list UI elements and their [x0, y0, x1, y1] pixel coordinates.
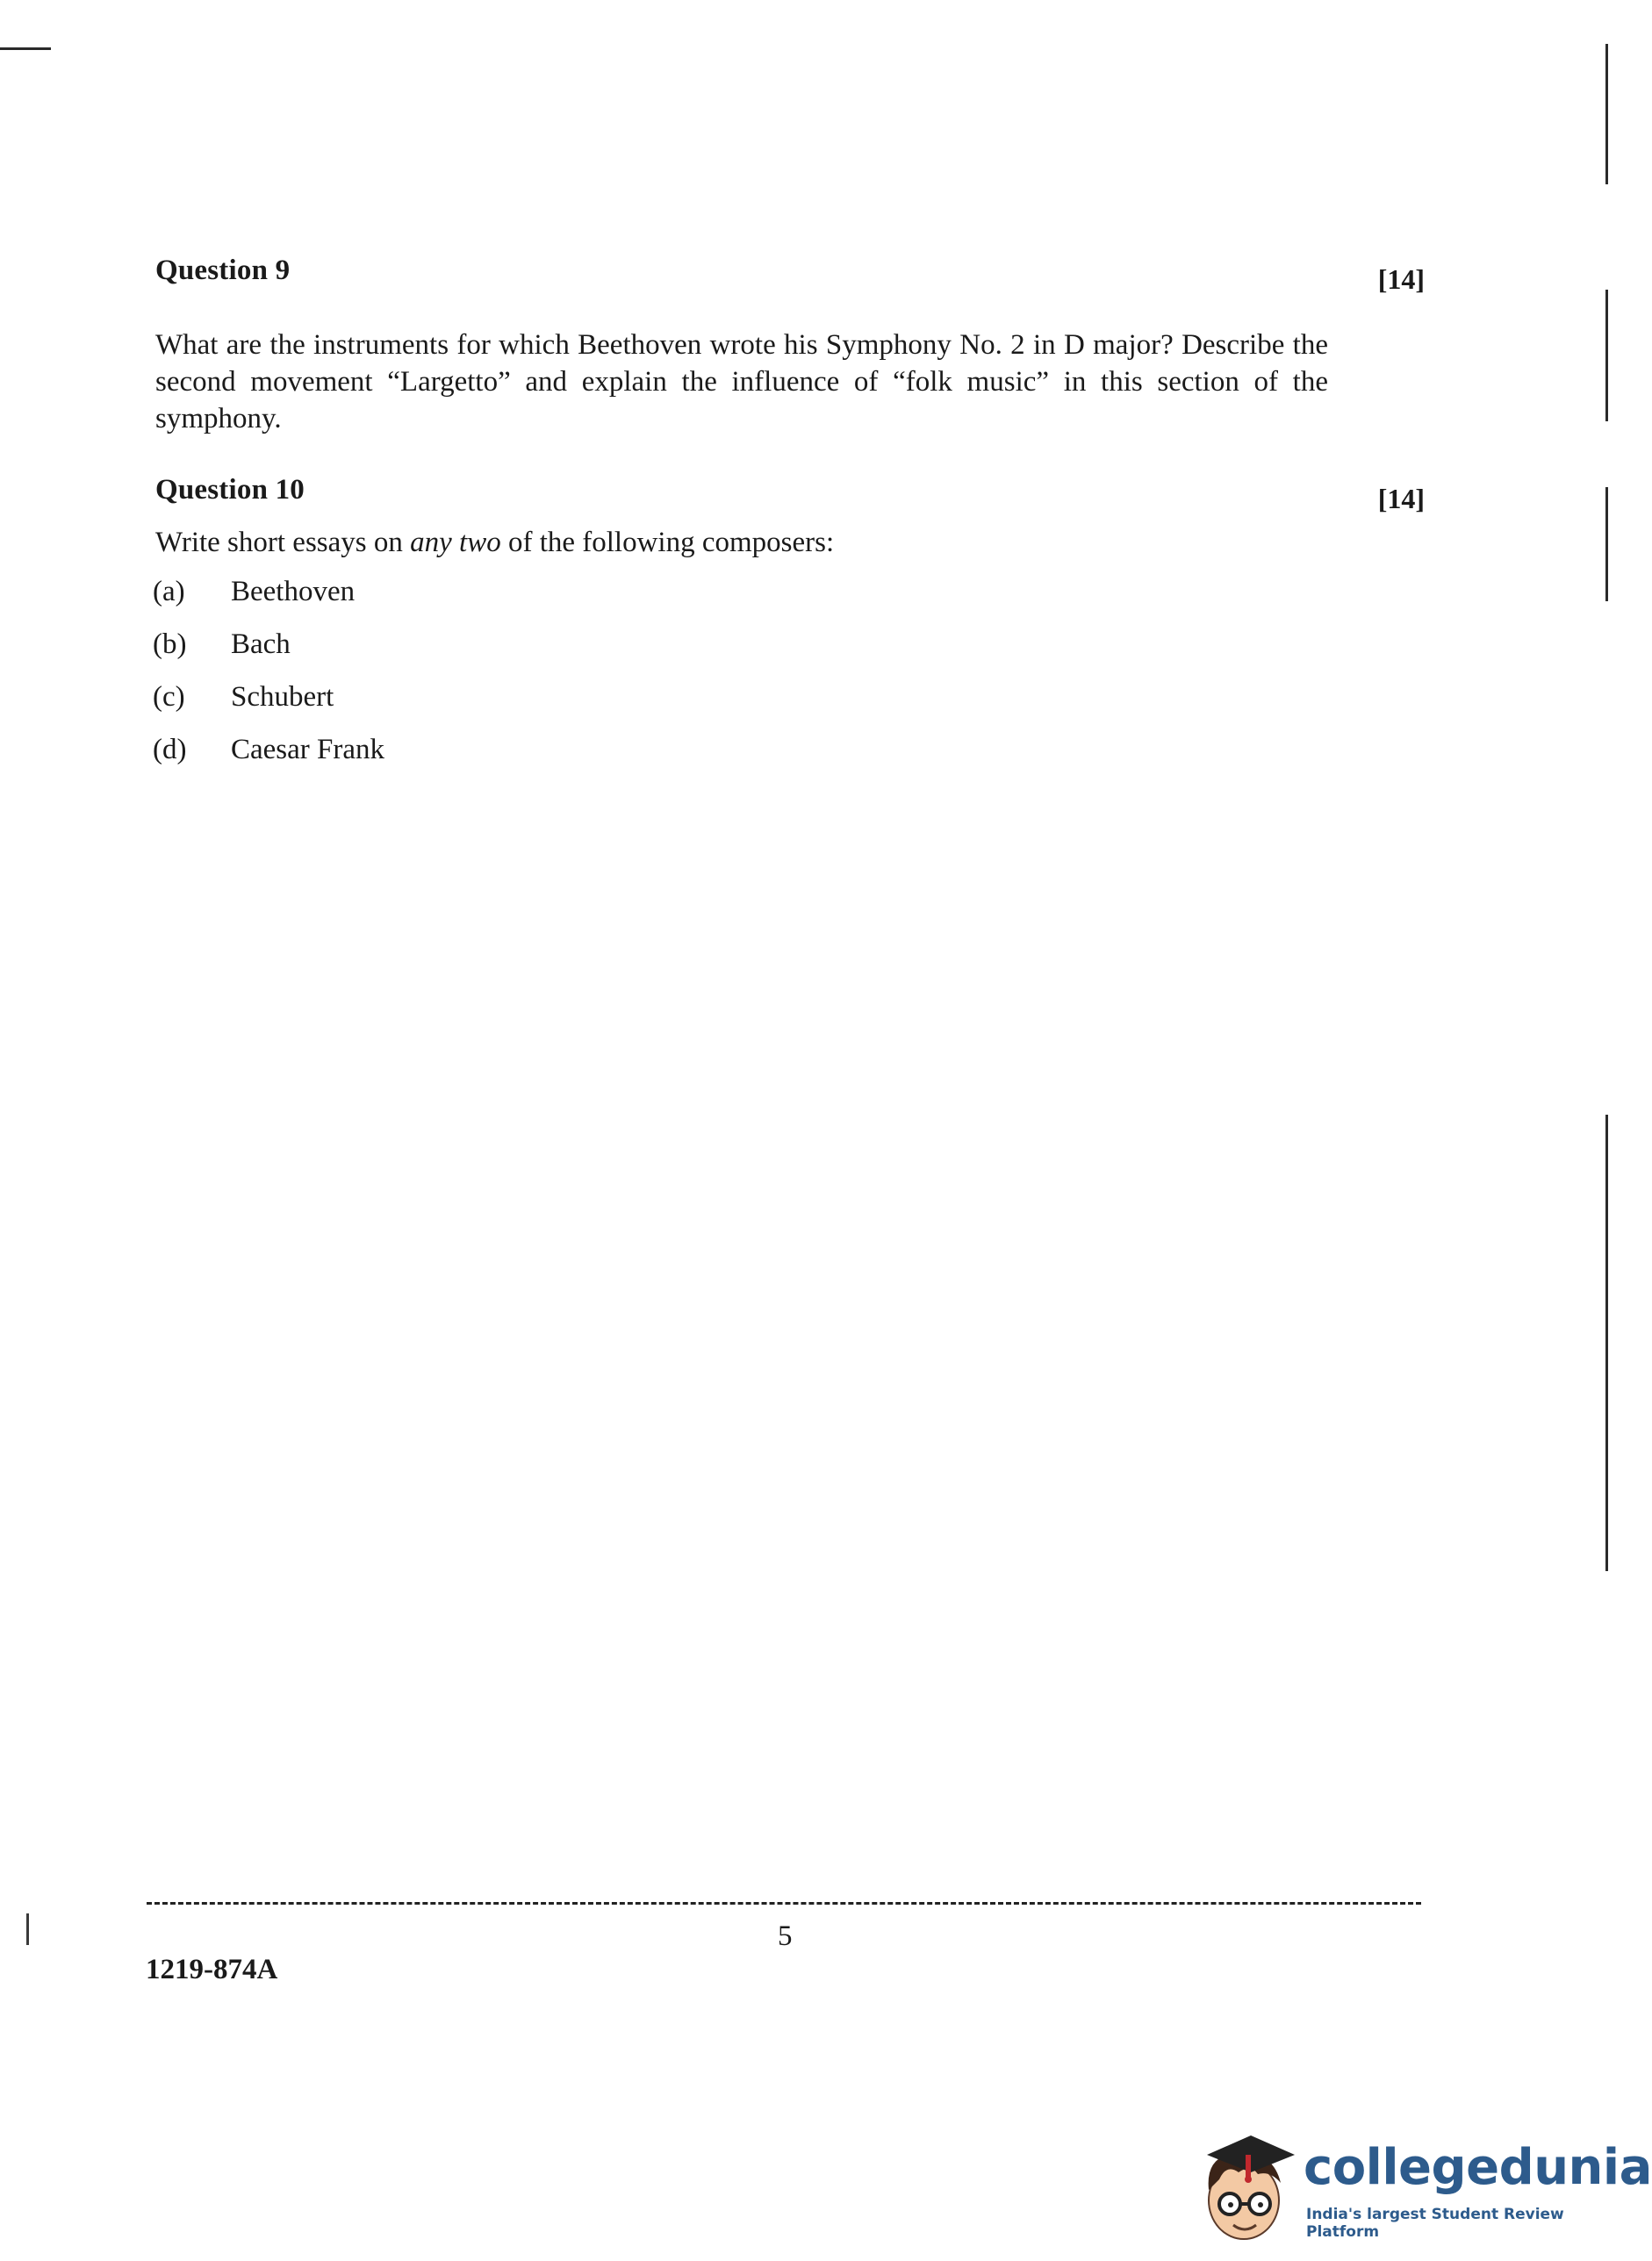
- option-c: [153, 681, 384, 734]
- option-b: [153, 628, 384, 681]
- mascot-icon: [1189, 2128, 1299, 2251]
- scan-mark: [26, 1913, 29, 1945]
- collegedunia-logo: [1189, 2128, 1652, 2251]
- option-text: Beethoven: [231, 576, 356, 607]
- option-text: Caesar Frank: [231, 734, 385, 765]
- intro-text: Write short essays on: [155, 527, 411, 558]
- question-9-heading: Question 9: [155, 255, 291, 286]
- scan-edge: [1605, 44, 1608, 184]
- intro-emphasis: any two: [410, 527, 501, 558]
- option-letter: (b): [153, 628, 187, 660]
- option-text: Bach: [231, 628, 291, 660]
- brand-tagline: India's largest Student Review Platform: [1306, 2206, 1564, 2241]
- question-9-text: What are the instruments for which Beethoven wrote his Symphony No. 2 in D major? Describe the second movement “Largetto” and explain the influence of “folk music” in this section of the symphony.: [155, 329, 1328, 434]
- intro-text: of the following composers:: [500, 527, 835, 558]
- option-letter: (d): [153, 734, 187, 765]
- option-text: Schubert: [231, 681, 334, 713]
- paper-code: 1219-874A: [146, 1954, 278, 1985]
- option-letter: (a): [153, 576, 185, 607]
- option-d: [153, 734, 384, 786]
- question-10-marks: [14]: [1377, 483, 1425, 514]
- brand-name: collegedunia: [1304, 2139, 1652, 2196]
- scan-edge: [1605, 290, 1608, 421]
- question-10-intro: [155, 527, 834, 559]
- scan-mark: [0, 47, 51, 50]
- option-letter: (c): [153, 681, 185, 713]
- scan-edge: [1605, 487, 1608, 601]
- page-number: 5: [778, 1920, 793, 1952]
- scan-edge: [1605, 1115, 1608, 1571]
- question-9-marks: [14]: [1377, 263, 1425, 295]
- question-10-heading: Question 10: [155, 474, 305, 506]
- composer-options-list: [153, 576, 384, 786]
- footer-divider: [147, 1902, 1421, 1905]
- option-a: [153, 576, 384, 628]
